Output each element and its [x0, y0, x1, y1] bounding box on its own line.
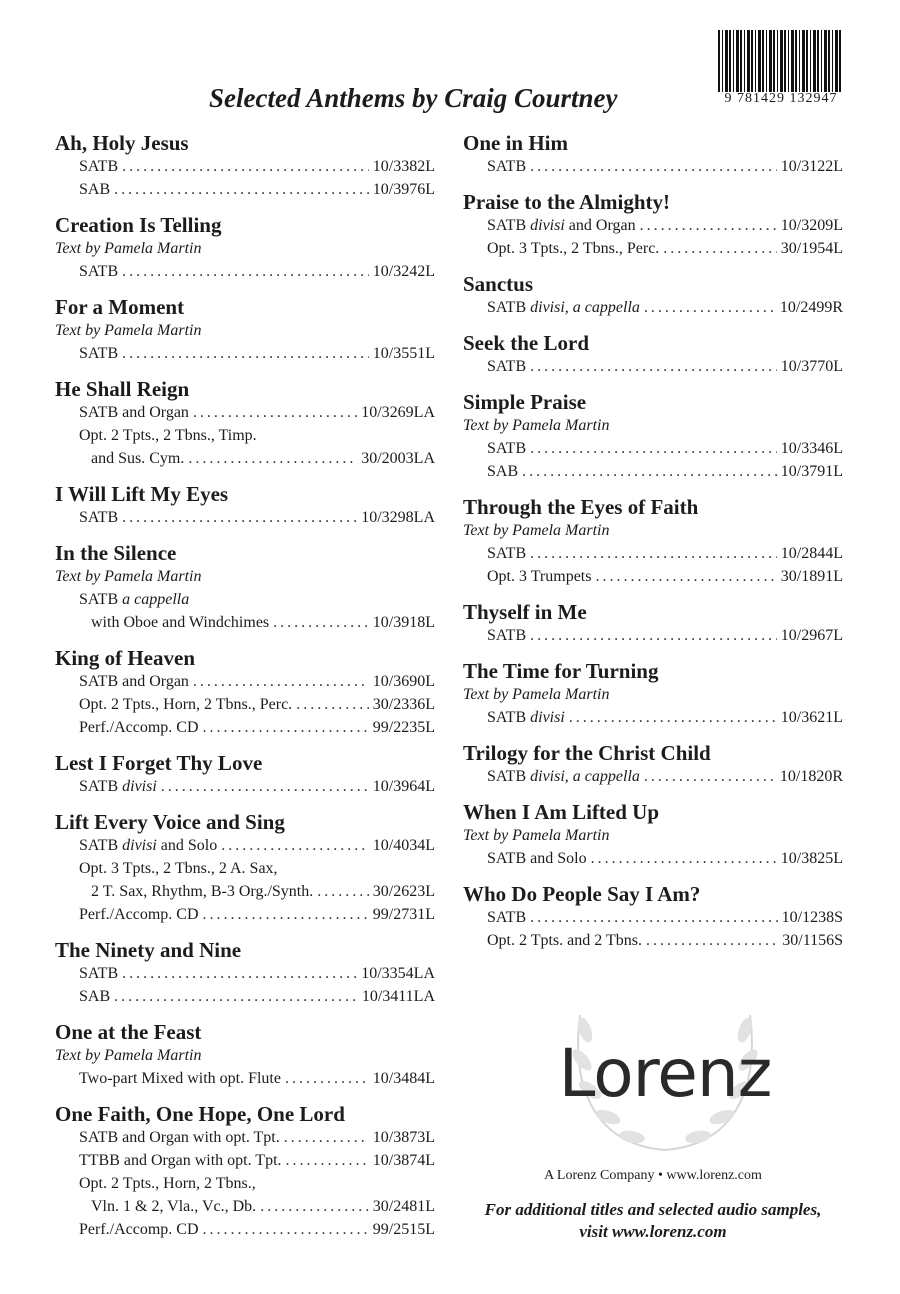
anthem-list-right	[463, 131, 843, 964]
product-code: 10/2844L	[780, 545, 843, 562]
dot-leader	[284, 1126, 369, 1149]
edition-voicing: Opt. 2 Tpts., Horn, 2 Tbns.,	[79, 1175, 256, 1192]
product-code: 10/3382L	[372, 158, 435, 175]
product-code: 10/3346L	[780, 440, 843, 457]
anthem-entry	[55, 377, 435, 470]
product-code: 10/2967L	[780, 627, 843, 644]
edition-voicing: Opt. 2 Tpts., 2 Tbns., Timp.	[79, 427, 257, 444]
edition-row	[463, 765, 843, 788]
product-code: 10/3976L	[372, 181, 435, 198]
product-code: 10/4034L	[372, 837, 435, 854]
anthem-title: Thyself in Me	[463, 600, 587, 624]
dot-leader	[317, 880, 369, 903]
anthem-entry	[463, 390, 843, 483]
dot-leader	[193, 670, 369, 693]
anthem-entry	[463, 331, 843, 378]
product-code: 10/1238S	[781, 909, 843, 926]
product-code: 10/1820R	[779, 768, 843, 785]
dot-leader	[530, 437, 777, 460]
edition-row	[55, 903, 435, 926]
edition-voicing: Perf./Accomp. CD	[79, 906, 199, 923]
anthem-credit: Text by Pamela Martin	[55, 1047, 202, 1064]
dot-leader	[114, 178, 369, 201]
anthem-title: The Time for Turning	[463, 659, 659, 683]
edition-row	[55, 857, 435, 880]
edition-row	[55, 1218, 435, 1241]
edition-row	[463, 847, 843, 870]
edition-voicing: SATB	[487, 627, 527, 644]
edition-voicing: SATB divisi	[487, 709, 565, 726]
edition-row	[55, 424, 435, 447]
anthem-title: Lift Every Voice and Sing	[55, 810, 285, 834]
product-code: 30/2481L	[372, 1198, 435, 1215]
publisher-logo	[540, 975, 790, 1165]
dot-leader	[122, 962, 357, 985]
edition-voicing: Opt. 3 Tpts., 2 Tbns., Perc.	[487, 240, 660, 257]
isbn-number: 9 781429 132947	[724, 91, 838, 106]
dot-leader	[296, 693, 369, 716]
product-code: 10/3874L	[372, 1152, 435, 1169]
dot-leader	[286, 1149, 369, 1172]
product-code: 30/1954L	[780, 240, 843, 257]
edition-voicing: SATB	[79, 158, 119, 175]
edition-voicing: SATB divisi	[79, 778, 157, 795]
anthem-credit: Text by Pamela Martin	[463, 686, 610, 703]
product-code: 10/3791L	[780, 463, 843, 480]
page-title: Selected Anthems by Craig Courtney	[209, 83, 618, 113]
product-code: 10/3873L	[372, 1129, 435, 1146]
anthem-title: Through the Eyes of Faith	[463, 495, 699, 519]
dot-leader	[522, 460, 777, 483]
dot-leader	[203, 903, 369, 926]
edition-voicing: SATB and Organ	[79, 673, 189, 690]
edition-italic-note: divisi, a cappella	[530, 768, 640, 785]
company-line: A Lorenz Company • www.lorenz.com	[544, 1168, 762, 1183]
edition-row	[55, 693, 435, 716]
dot-leader	[273, 611, 369, 634]
product-code: 10/3770L	[780, 358, 843, 375]
product-code: 30/2003LA	[361, 450, 435, 467]
anthem-entry	[55, 213, 435, 283]
dot-leader	[530, 355, 777, 378]
anthem-title: Ah, Holy Jesus	[55, 131, 189, 155]
anthem-entry	[55, 482, 435, 529]
edition-voicing: SATB	[79, 263, 119, 280]
dot-leader	[203, 1218, 369, 1241]
dot-leader	[591, 847, 777, 870]
anthem-entry	[463, 659, 843, 729]
edition-voicing: SATB divisi, a cappella	[487, 768, 640, 785]
dot-leader	[530, 624, 777, 647]
edition-voicing: and Sus. Cym.	[91, 450, 185, 467]
anthem-entry	[55, 295, 435, 365]
edition-row	[55, 834, 435, 857]
dot-leader	[260, 1195, 369, 1218]
dot-leader	[640, 214, 777, 237]
anthem-entry	[55, 541, 435, 634]
product-code: 30/1156S	[782, 932, 843, 949]
dot-leader	[161, 775, 369, 798]
edition-row	[463, 565, 843, 588]
edition-row	[55, 775, 435, 798]
anthem-entry	[463, 272, 843, 319]
anthem-entry	[55, 131, 435, 201]
anthem-entry	[55, 938, 435, 1008]
product-code: 99/2731L	[372, 906, 435, 923]
edition-row	[55, 716, 435, 739]
edition-row	[463, 155, 843, 178]
product-code: 10/3964L	[372, 778, 435, 795]
product-code: 30/2336L	[372, 696, 435, 713]
product-code: 10/3551L	[372, 345, 435, 362]
edition-row	[55, 588, 435, 611]
footer-note	[463, 1199, 843, 1243]
product-code: 10/3825L	[780, 850, 843, 867]
edition-row	[55, 447, 435, 470]
edition-italic-note: divisi	[122, 837, 157, 854]
edition-voicing: SATB	[79, 509, 119, 526]
edition-row	[55, 1195, 435, 1218]
anthem-title: Trilogy for the Christ Child	[463, 741, 711, 765]
anthem-credit: Text by Pamela Martin	[463, 522, 610, 539]
edition-row	[55, 1172, 435, 1195]
dot-leader	[193, 401, 357, 424]
edition-voicing: SATB	[79, 965, 119, 982]
edition-italic-note: divisi	[122, 778, 157, 795]
edition-italic-note: a cappella	[122, 591, 190, 608]
edition-row	[55, 342, 435, 365]
dot-leader	[530, 155, 777, 178]
anthem-title: Creation Is Telling	[55, 213, 222, 237]
edition-voicing: SATB and Organ	[79, 404, 189, 421]
edition-voicing: SATB divisi and Organ	[487, 217, 636, 234]
dot-leader	[122, 342, 369, 365]
dot-leader	[530, 906, 778, 929]
edition-row	[463, 624, 843, 647]
edition-italic-note: divisi, a cappella	[530, 299, 640, 316]
edition-voicing: SATB divisi, a cappella	[487, 299, 640, 316]
edition-row	[463, 906, 843, 929]
edition-row	[463, 355, 843, 378]
edition-voicing: Perf./Accomp. CD	[79, 1221, 199, 1238]
edition-voicing: Opt. 2 Tpts. and 2 Tbns.	[487, 932, 642, 949]
edition-voicing: SAB	[487, 463, 519, 480]
edition-row	[463, 460, 843, 483]
dot-leader	[122, 260, 369, 283]
edition-row	[463, 542, 843, 565]
edition-voicing: Vln. 1 & 2, Vla., Vc., Db.	[91, 1198, 257, 1215]
dot-leader	[644, 296, 776, 319]
anthem-title: When I Am Lifted Up	[463, 800, 660, 824]
anthem-title: Who Do People Say I Am?	[463, 882, 701, 906]
anthem-entry	[463, 495, 843, 588]
edition-row	[55, 985, 435, 1008]
edition-row	[55, 880, 435, 903]
product-code: 10/3122L	[780, 158, 843, 175]
dot-leader	[122, 506, 357, 529]
dot-leader	[595, 565, 776, 588]
edition-voicing: Opt. 2 Tpts., Horn, 2 Tbns., Perc.	[79, 696, 293, 713]
edition-row	[55, 178, 435, 201]
edition-voicing: SATB	[79, 345, 119, 362]
edition-row	[55, 1067, 435, 1090]
product-code: 10/3621L	[780, 709, 843, 726]
edition-voicing: SATB	[487, 158, 527, 175]
product-code: 10/3354LA	[361, 965, 435, 982]
edition-voicing: with Oboe and Windchimes	[91, 614, 270, 631]
anthem-entry	[463, 800, 843, 870]
edition-voicing: 2 T. Sax, Rhythm, B-3 Org./Synth.	[91, 883, 314, 900]
edition-row	[55, 611, 435, 634]
edition-voicing: SATB divisi and Solo	[79, 837, 218, 854]
anthem-credit: Text by Pamela Martin	[463, 417, 610, 434]
anthem-entry	[463, 131, 843, 178]
anthem-title: I Will Lift My Eyes	[55, 482, 229, 506]
dot-leader	[221, 834, 369, 857]
dot-leader	[122, 155, 369, 178]
edition-voicing: TTBB and Organ with opt. Tpt.	[79, 1152, 282, 1169]
anthem-title: For a Moment	[55, 295, 185, 319]
anthem-credit: Text by Pamela Martin	[463, 827, 610, 844]
anthem-title: In the Silence	[55, 541, 177, 565]
product-code: 10/3209L	[780, 217, 843, 234]
edition-voicing: SATB	[487, 440, 527, 457]
anthem-entry	[55, 751, 435, 798]
edition-voicing: SAB	[79, 988, 111, 1005]
anthem-entry	[463, 190, 843, 260]
edition-row	[463, 929, 843, 952]
edition-voicing: SAB	[79, 181, 111, 198]
dot-leader	[663, 237, 776, 260]
anthem-title: Seek the Lord	[463, 331, 589, 355]
anthem-title: He Shall Reign	[55, 377, 190, 401]
anthem-title: One Faith, One Hope, One Lord	[55, 1102, 345, 1126]
edition-voicing: Two-part Mixed with opt. Flute	[79, 1070, 281, 1087]
edition-voicing: Perf./Accomp. CD	[79, 719, 199, 736]
footer-line-1: For additional titles and selected audio samples,	[484, 1200, 822, 1219]
dot-leader	[646, 929, 778, 952]
edition-row	[55, 962, 435, 985]
anthem-title: One in Him	[463, 131, 569, 155]
edition-voicing: Opt. 3 Tpts., 2 Tbns., 2 A. Sax,	[79, 860, 278, 877]
product-code: 10/3298LA	[361, 509, 435, 526]
dot-leader	[569, 706, 777, 729]
footer-line-2: visit www.lorenz.com	[579, 1222, 727, 1241]
dot-leader	[114, 985, 358, 1008]
edition-row	[463, 237, 843, 260]
product-code: 10/3690L	[372, 673, 435, 690]
edition-row	[55, 155, 435, 178]
edition-voicing: Opt. 3 Trumpets	[487, 568, 592, 585]
product-code: 10/3918L	[372, 614, 435, 631]
anthem-entry	[463, 882, 843, 952]
anthem-entry	[55, 1020, 435, 1090]
product-code: 10/3242L	[372, 263, 435, 280]
edition-italic-note: divisi	[530, 217, 565, 234]
edition-voicing: SATB	[487, 545, 527, 562]
product-code: 30/1891L	[780, 568, 843, 585]
edition-row	[55, 401, 435, 424]
edition-voicing: SATB and Organ with opt. Tpt.	[79, 1129, 280, 1146]
anthem-entry	[55, 646, 435, 739]
anthem-credit: Text by Pamela Martin	[55, 568, 202, 585]
edition-row	[55, 260, 435, 283]
product-code: 99/2235L	[372, 719, 435, 736]
anthem-entry	[463, 600, 843, 647]
dot-leader	[285, 1067, 369, 1090]
edition-voicing: SATB	[487, 909, 527, 926]
product-code: 10/3484L	[372, 1070, 435, 1087]
edition-italic-note: divisi	[530, 709, 565, 726]
anthem-entry	[463, 741, 843, 788]
edition-row	[463, 296, 843, 319]
dot-leader	[644, 765, 776, 788]
edition-row	[463, 214, 843, 237]
edition-row	[55, 506, 435, 529]
product-code: 30/2623L	[372, 883, 435, 900]
product-code: 10/3269LA	[361, 404, 435, 421]
edition-row	[55, 670, 435, 693]
edition-row	[463, 437, 843, 460]
anthem-title: Sanctus	[463, 272, 534, 296]
dot-leader	[203, 716, 369, 739]
dot-leader	[530, 542, 777, 565]
edition-row	[55, 1126, 435, 1149]
dot-leader	[188, 447, 357, 470]
anthem-title: The Ninety and Nine	[55, 938, 242, 962]
lorenz-wordmark: Lorenz	[558, 1035, 772, 1112]
anthem-credit: Text by Pamela Martin	[55, 322, 202, 339]
edition-row	[463, 706, 843, 729]
anthem-title: Lest I Forget Thy Love	[55, 751, 263, 775]
anthem-list-left	[55, 131, 435, 1253]
edition-voicing: SATB	[487, 358, 527, 375]
anthem-title: Praise to the Almighty!	[463, 190, 671, 214]
anthem-credit: Text by Pamela Martin	[55, 240, 202, 257]
product-code: 10/2499R	[779, 299, 843, 316]
anthem-title: King of Heaven	[55, 646, 195, 670]
anthem-entry	[55, 1102, 435, 1241]
anthem-title: One at the Feast	[55, 1020, 202, 1044]
anthem-entry	[55, 810, 435, 926]
anthem-title: Simple Praise	[463, 390, 587, 414]
edition-row	[55, 1149, 435, 1172]
edition-voicing: SATB a cappella	[79, 591, 190, 608]
product-code: 10/3411LA	[361, 988, 435, 1005]
product-code: 99/2515L	[372, 1221, 435, 1238]
edition-voicing: SATB and Solo	[487, 850, 587, 867]
